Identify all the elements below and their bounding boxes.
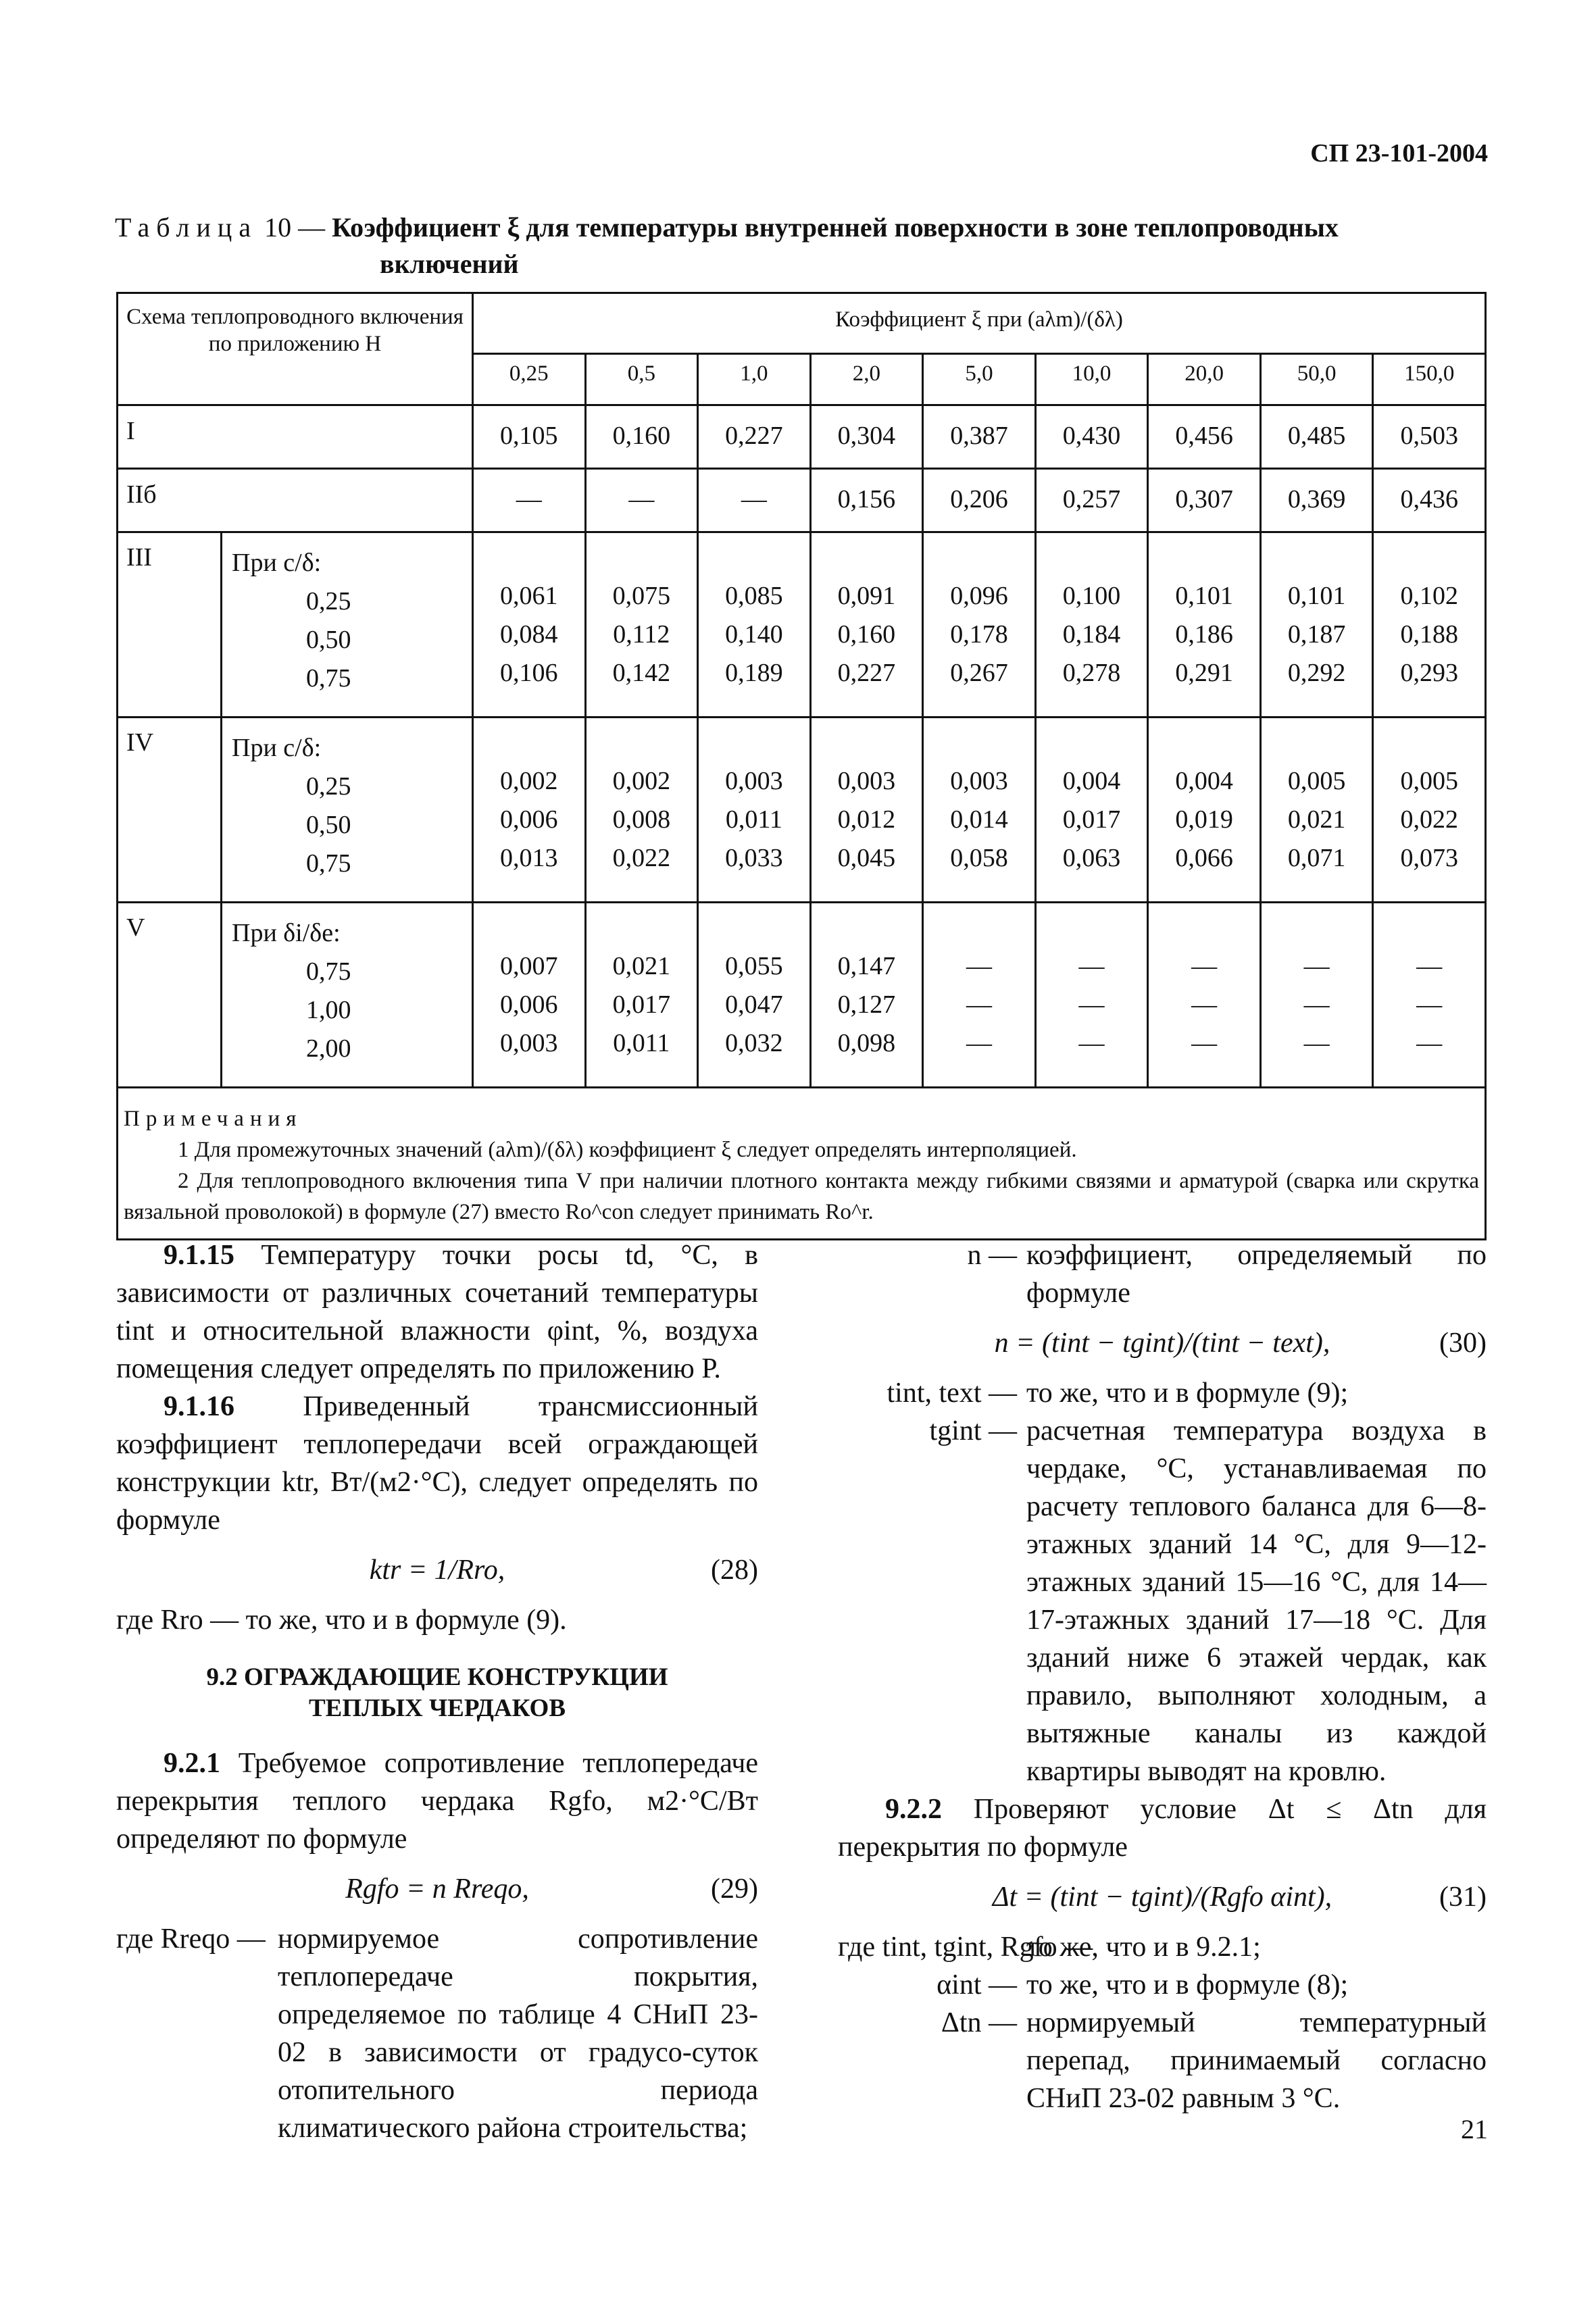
table-cell: 0,292 <box>1287 659 1346 687</box>
row-sub-value: 0,50 <box>306 811 351 839</box>
table-cell: 0,098 <box>837 1029 896 1057</box>
table-cell: 0,206 <box>923 469 1036 532</box>
table-cell-group <box>1148 903 1261 1088</box>
row-sub-value: 0,25 <box>306 587 351 615</box>
row-condition-label: При δi/δe: <box>232 919 341 947</box>
table-cell: 0,156 <box>810 469 923 532</box>
table-cell: 0,189 <box>725 659 783 687</box>
table-cell: — <box>1191 1029 1218 1057</box>
paragraph-9-1-15: 9.1.15 Температуру точки росы td, °С, в зависимости от различных сочетаний температуры tint и относительной влажности φint, %, воздуха помещения следует определять по приложению Р. <box>116 1240 758 1384</box>
table-cell: — <box>1416 1029 1443 1057</box>
table-cell: — <box>1303 952 1330 980</box>
table-cell: — <box>1416 952 1443 980</box>
table-cell: 0,075 <box>612 582 671 610</box>
section-heading: 9.2 ОГРАЖДАЮЩИЕ КОНСТРУКЦИИ ТЕПЛЫХ ЧЕРДАКОВ <box>206 1663 668 1722</box>
coefficient-column-header: 50,0 <box>1260 354 1373 405</box>
table-cell: 0,004 <box>1062 767 1121 795</box>
table-cell: 0,071 <box>1287 844 1346 872</box>
table-cell-group <box>1260 718 1373 903</box>
table-cell: 0,003 <box>837 767 896 795</box>
formula-31: Δt = (tint − tgint)/(Rgfo αint), (31) <box>992 1882 1487 1913</box>
table-cell: — <box>473 469 586 532</box>
table-cell-group <box>473 903 586 1088</box>
table-cell: 0,091 <box>837 582 896 610</box>
table-cell: 0,227 <box>698 405 811 469</box>
table-cell: 0,003 <box>950 767 1008 795</box>
row-label: IIб <box>118 469 473 532</box>
table-cell-group <box>1260 903 1373 1088</box>
table-cell: 0,304 <box>810 405 923 469</box>
row-label: IV <box>118 718 222 903</box>
notes-title: Примечания <box>124 1107 303 1131</box>
paragraph-9-2-2: 9.2.2 Проверяют условие Δt ≤ Δtn для перекрытия по формуле <box>838 1794 1487 1863</box>
table-caption-number: 10 — <box>264 212 326 243</box>
table-cell: 0,227 <box>837 659 896 687</box>
table-cell: 0,160 <box>585 405 698 469</box>
formula-28: ktr = 1/Rro, (28) <box>369 1555 758 1586</box>
row-sub-value: 1,00 <box>306 996 351 1024</box>
table-cell-group <box>698 532 811 718</box>
table-cell: 0,267 <box>950 659 1008 687</box>
table-cell: — <box>966 952 992 980</box>
definition-dtn: Δtn — нормируемый температурный перепад, принимаемый согласно СНиП 23-02 равным 3 °С. <box>941 2007 1487 2114</box>
table-cell: 0,307 <box>1148 469 1261 532</box>
table-row <box>118 718 1486 903</box>
table-cell-group <box>1148 718 1261 903</box>
coefficient-column-header: 1,0 <box>698 354 811 405</box>
coefficient-column-header: 10,0 <box>1035 354 1148 405</box>
table-cell: 0,066 <box>1175 844 1233 872</box>
table-cell: 0,188 <box>1400 620 1458 649</box>
table-row <box>118 903 1486 1088</box>
table-cell: 0,012 <box>837 805 896 834</box>
table-cell-group <box>923 903 1036 1088</box>
table-cell: 0,005 <box>1287 767 1346 795</box>
table-caption-label: Таблица <box>115 212 258 243</box>
table-cell-group <box>698 718 811 903</box>
notes-row <box>118 1088 1486 1240</box>
table-cell-group <box>923 718 1036 903</box>
table-cell: 0,003 <box>500 1029 558 1057</box>
table-cell: 0,187 <box>1287 620 1346 649</box>
table-cell-group <box>698 903 811 1088</box>
coefficient-column-header: 20,0 <box>1148 354 1261 405</box>
definition-tg: tgint — расчетная температура воздуха в чердаке, °С, устанавливаемая по расчету теплового баланса для 6—8-этажных зданий 14 °С, для 9—12-этажных зданий 15—16 °С, для 14—17-этажных зданий 17—18 °С. Для зданий ниже 6 этажей чердак, как правило, выполняют холодным, а вытяжные каналы из каждой квартиры выводят на кровлю. <box>929 1415 1487 1787</box>
table-cell-group <box>923 532 1036 718</box>
table-cell: 0,004 <box>1175 767 1233 795</box>
definition-n: n — коэффициент, определяемый по формуле <box>967 1240 1487 1309</box>
coefficient-column-header: 0,5 <box>585 354 698 405</box>
row-sub-value: 0,25 <box>306 772 351 801</box>
table-cell-group <box>585 718 698 903</box>
table-cell: 0,032 <box>725 1029 783 1057</box>
table-caption <box>115 209 1493 282</box>
table-cell: 0,140 <box>725 620 783 649</box>
row-sub-labels <box>222 718 473 903</box>
table-cell: 0,456 <box>1148 405 1261 469</box>
table-cell: 0,005 <box>1400 767 1458 795</box>
table-cell-group <box>810 532 923 718</box>
table-cell-group <box>1373 532 1486 718</box>
table-cell: 0,436 <box>1373 469 1486 532</box>
table-cell: — <box>966 1029 992 1057</box>
table-cell: 0,061 <box>500 582 558 610</box>
table-cell: — <box>1191 952 1218 980</box>
definition-where: где tint, tgint, Rgfo — то же, что и в 9.2.1; <box>838 1932 1261 1963</box>
table-cell-group <box>1260 532 1373 718</box>
table-cell: 0,047 <box>725 990 783 1019</box>
table-cell: 0,022 <box>612 844 671 872</box>
coefficient-column-header: 5,0 <box>923 354 1036 405</box>
page-number: 21 <box>1461 2114 1488 2144</box>
table-cell: — <box>1303 1029 1330 1057</box>
table-cell: 0,017 <box>1062 805 1121 834</box>
table-cell: 0,022 <box>1400 805 1458 834</box>
table-cell: 0,147 <box>837 952 896 980</box>
coefficient-column-header: 150,0 <box>1373 354 1486 405</box>
row-sub-value: 0,75 <box>306 849 351 878</box>
table-cell: 0,002 <box>500 767 558 795</box>
table-cell: 0,096 <box>950 582 1008 610</box>
definition-tint: tint, text — то же, что и в формуле (9); <box>887 1378 1349 1409</box>
table-cell: 0,055 <box>725 952 783 980</box>
note-2: 2 Для теплопроводного включения типа V при наличии плотного контакта между гибкими связями и арматурой (сварка или скрутка вязальной проволокой) в формуле (27) вместо Ro^con следует принимать Ro^r. <box>124 1169 1479 1224</box>
table-cell: 0,101 <box>1287 582 1346 610</box>
coefficient-column-header: 2,0 <box>810 354 923 405</box>
table-cell: 0,021 <box>1287 805 1346 834</box>
table-cell: 0,003 <box>725 767 783 795</box>
table-cell: 0,101 <box>1175 582 1233 610</box>
table-cell: 0,063 <box>1062 844 1121 872</box>
right-column <box>838 1236 1487 2117</box>
definition-alpha: αint — то же, что и в формуле (8); <box>937 1969 1349 2001</box>
table-cell: 0,102 <box>1400 582 1458 610</box>
table-cell: — <box>698 469 811 532</box>
where-29: где Rreqo — нормируемое сопротивление теплопередаче покрытия, определяемое по таблице 4 СНиП 23-02 в зависимости от градусо-суток отопительного периода климатического района строительства; <box>116 1923 758 2144</box>
table-cell: — <box>1303 990 1330 1019</box>
row-sub-labels <box>222 903 473 1088</box>
coefficient-table <box>116 292 1487 1240</box>
table-cell: 0,369 <box>1260 469 1373 532</box>
table-cell: 0,011 <box>725 805 782 834</box>
table-row <box>118 405 1486 469</box>
table-cell: 0,007 <box>500 952 558 980</box>
row-label: V <box>118 903 222 1088</box>
paragraph-9-1-16: 9.1.16 Приведенный трансмиссионный коэффициент теплопередачи всей ограждающей конструкции ktr, Вт/(м2·°С), следует определять по формуле <box>116 1391 759 1536</box>
table-cell: 0,014 <box>950 805 1008 834</box>
table-cell: 0,184 <box>1062 620 1121 649</box>
table-cell: — <box>1191 990 1218 1019</box>
scheme-header: Схема теплопроводного включения по приложению Н <box>118 293 473 405</box>
table-cell: 0,013 <box>500 844 558 872</box>
table-notes <box>118 1088 1486 1240</box>
table-cell-group <box>1035 532 1148 718</box>
table-cell: 0,100 <box>1062 582 1121 610</box>
table-cell: — <box>585 469 698 532</box>
table-cell: 0,006 <box>500 990 558 1019</box>
where-28: где Rro — то же, что и в формуле (9). <box>116 1605 567 1636</box>
table-cell-group <box>810 718 923 903</box>
table-cell: 0,006 <box>500 805 558 834</box>
table-cell: 0,002 <box>612 767 671 795</box>
table-cell: 0,485 <box>1260 405 1373 469</box>
table-cell: — <box>966 990 992 1019</box>
table-cell-group <box>1035 718 1148 903</box>
table-cell: 0,112 <box>613 620 670 649</box>
table-caption-title-cont: включений <box>380 249 519 279</box>
formula-30: n = (tint − tgint)/(tint − text), (30) <box>994 1328 1487 1359</box>
table-cell: 0,293 <box>1400 659 1458 687</box>
table-cell: — <box>1078 990 1105 1019</box>
table-cell-group <box>810 903 923 1088</box>
note-1: 1 Для промежуточных значений (aλm)/(δλ) коэффициент ξ следует определять интерполяцией. <box>178 1138 1077 1162</box>
left-column <box>116 1236 758 2147</box>
table-cell: 0,021 <box>612 952 671 980</box>
formula-29: Rgfo = n Rreqo, (29) <box>345 1873 758 1905</box>
table-cell: 0,142 <box>612 659 671 687</box>
table-cell: 0,073 <box>1400 844 1458 872</box>
table-row <box>118 469 1486 532</box>
table-cell: 0,105 <box>473 405 586 469</box>
table-cell: 0,278 <box>1062 659 1121 687</box>
row-condition-label: При c/δ: <box>232 734 322 762</box>
table-cell: 0,503 <box>1373 405 1486 469</box>
table-cell: 0,011 <box>613 1029 670 1057</box>
table-cell: 0,045 <box>837 844 896 872</box>
table-cell: 0,058 <box>950 844 1008 872</box>
table-cell-group <box>1148 532 1261 718</box>
table-cell-group <box>473 532 586 718</box>
document-code: СП 23-101-2004 <box>1310 139 1488 168</box>
table-cell-group <box>473 718 586 903</box>
table-cell: 0,257 <box>1035 469 1148 532</box>
row-sub-labels <box>222 532 473 718</box>
table-cell: 0,033 <box>725 844 783 872</box>
table-cell: 0,106 <box>500 659 558 687</box>
coefficient-header: Коэффициент ξ при (aλm)/(δλ) <box>473 293 1486 354</box>
table-cell-group <box>1373 903 1486 1088</box>
table-cell: 0,127 <box>837 990 896 1019</box>
row-sub-value: 0,75 <box>306 664 351 693</box>
table-cell: 0,291 <box>1175 659 1233 687</box>
table-cell-group <box>585 903 698 1088</box>
row-label: III <box>118 532 222 718</box>
row-label: I <box>118 405 473 469</box>
table-cell-group <box>585 532 698 718</box>
table-cell-group <box>1373 718 1486 903</box>
table-cell: 0,019 <box>1175 805 1233 834</box>
row-condition-label: При c/δ: <box>232 549 322 577</box>
row-sub-value: 0,75 <box>306 957 351 986</box>
table-cell: 0,085 <box>725 582 783 610</box>
table-cell: 0,084 <box>500 620 558 649</box>
table-row <box>118 532 1486 718</box>
table-cell: 0,008 <box>612 805 671 834</box>
table-cell: 0,160 <box>837 620 896 649</box>
table-caption-title: Коэффициент ξ для температуры внутренней поверхности в зоне теплопроводных <box>332 212 1339 243</box>
table-cell: — <box>1078 952 1105 980</box>
coefficient-column-header: 0,25 <box>473 354 586 405</box>
table-cell: 0,017 <box>612 990 671 1019</box>
table-cell: 0,387 <box>923 405 1036 469</box>
table-cell: — <box>1416 990 1443 1019</box>
table-cell: 0,178 <box>950 620 1008 649</box>
row-sub-value: 2,00 <box>306 1034 351 1063</box>
table-cell-group <box>1035 903 1148 1088</box>
table-cell: — <box>1078 1029 1105 1057</box>
paragraph-9-2-1: 9.2.1 Требуемое сопротивление теплопередаче перекрытия теплого чердака Rgfo, м2·°С/Вт определяют по формуле <box>116 1748 758 1855</box>
table-cell: 0,186 <box>1175 620 1233 649</box>
table-cell: 0,430 <box>1035 405 1148 469</box>
row-sub-value: 0,50 <box>306 626 351 654</box>
